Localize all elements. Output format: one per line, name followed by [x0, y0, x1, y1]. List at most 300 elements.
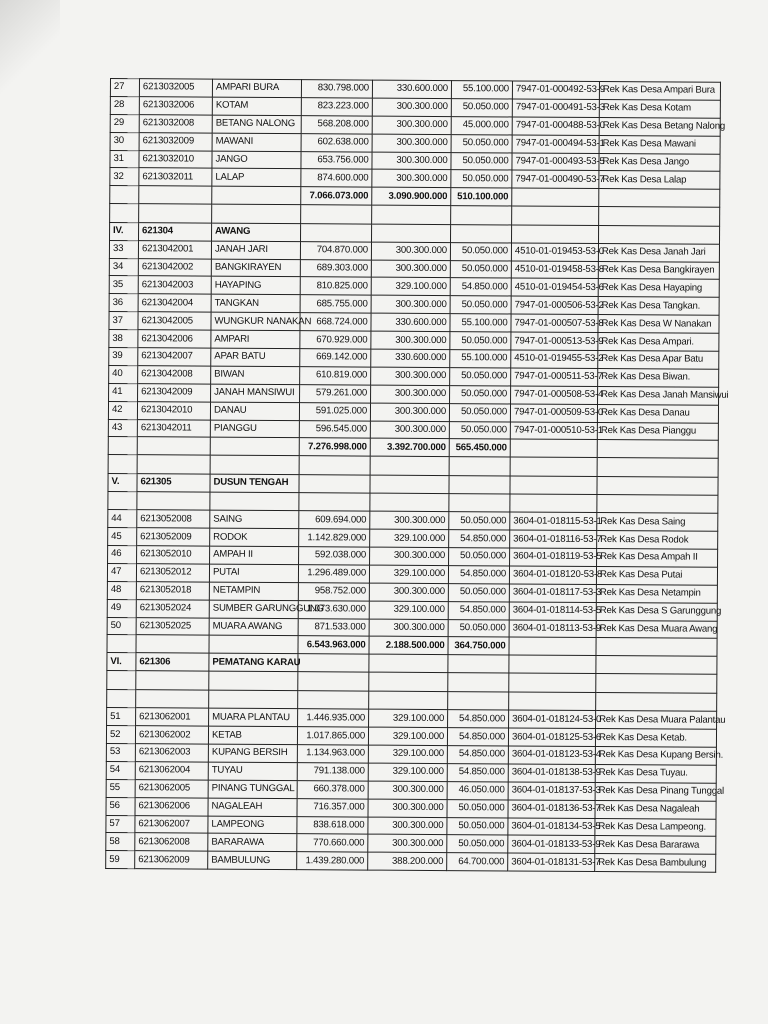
region-code-cell: 621304 [139, 222, 212, 240]
village-name-cell: AMPAH II [210, 546, 299, 564]
region-code-cell: 6213062009 [135, 851, 208, 869]
amount-1-cell: 791.138.000 [297, 763, 368, 781]
account-description-cell [596, 692, 717, 711]
region-code-cell [137, 455, 210, 474]
amount-2-cell: 329.100.000 [369, 601, 448, 619]
account-number-cell [509, 673, 596, 692]
row-number-cell: 44 [108, 510, 137, 528]
region-code-cell [139, 204, 212, 223]
amount-2-cell: 388.200.000 [368, 852, 447, 870]
account-description-cell: Rek Kas Desa Ampari. [598, 333, 719, 352]
account-description-cell: Rek Kas Desa Apar Batu [598, 350, 719, 369]
row-number-cell: VI. [107, 653, 136, 671]
account-number-cell: 3604-01-018119-53-5 [510, 548, 597, 566]
account-number-cell: 7947-01-000494-53-1 [512, 135, 599, 153]
amount-3-cell: 50.050.000 [449, 421, 510, 439]
amount-1-cell: 7.066.073.000 [301, 187, 372, 205]
account-description-cell [597, 440, 718, 459]
account-number-cell [509, 655, 596, 673]
amount-2-cell: 329.100.000 [368, 727, 447, 745]
row-number-cell: 41 [109, 383, 138, 401]
account-description-cell: Rek Kas Desa Pianggu [597, 422, 718, 441]
row-number-cell: 49 [107, 599, 136, 617]
region-code-cell [137, 491, 210, 510]
village-name-cell: JANGO [212, 151, 301, 169]
account-description-cell [599, 189, 720, 208]
region-code-cell [136, 671, 209, 690]
amount-3-cell: 50.050.000 [450, 260, 511, 278]
row-number-cell: 38 [109, 330, 138, 348]
amount-3-cell: 364.750.000 [448, 637, 509, 655]
account-number-cell: 3604-01-018115-53-1 [510, 512, 597, 530]
row-number-cell: 37 [109, 312, 138, 330]
row-number-cell: V. [108, 473, 137, 491]
amount-3-cell: 50.050.000 [448, 619, 509, 637]
amount-2-cell: 300.300.000 [372, 98, 451, 116]
amount-3-cell: 54.850.000 [449, 530, 510, 548]
region-code-cell [136, 635, 209, 653]
account-number-cell: 3604-01-018125-53-6 [508, 728, 595, 746]
amount-3-cell: 50.050.000 [450, 385, 511, 403]
amount-1-cell [299, 474, 370, 492]
amount-1-cell: 823.223.000 [301, 98, 372, 116]
account-number-cell: 7947-01-000493-53-5 [512, 153, 599, 171]
amount-1-cell: 874.600.000 [301, 169, 372, 187]
village-name-cell: AMPARI BURA [212, 79, 301, 97]
amount-1-cell: 838.618.000 [297, 816, 368, 834]
account-description-cell: Rek Kas Desa Muara Palantau [596, 711, 717, 730]
amount-2-cell: 300.300.000 [368, 799, 447, 817]
account-description-cell [599, 207, 720, 226]
village-name-cell: MAWANI [212, 133, 301, 151]
amount-1-cell: 610.819.000 [300, 367, 371, 385]
row-number-cell: 56 [106, 797, 135, 815]
account-description-cell: Rek Kas Desa Ampah II [597, 548, 718, 567]
region-code-cell: 6213042005 [138, 312, 211, 330]
amount-1-cell: 653.756.000 [301, 151, 372, 169]
amount-1-cell: 669.142.000 [300, 349, 371, 367]
amount-1-cell: 1.017.865.000 [297, 727, 368, 745]
amount-1-cell [298, 690, 369, 709]
village-name-cell: BETANG NALONG [212, 115, 301, 133]
amount-3-cell: 50.050.000 [448, 583, 509, 601]
region-code-cell: 621305 [137, 473, 210, 491]
amount-1-cell [301, 223, 372, 241]
amount-3-cell: 50.050.000 [451, 152, 512, 170]
amount-2-cell [372, 224, 451, 242]
account-description-cell: Rek Kas Desa Bararawa [595, 836, 716, 855]
village-fund-table [105, 78, 729, 873]
amount-3-cell: 50.050.000 [450, 242, 511, 260]
amount-3-cell: 64.700.000 [447, 853, 508, 871]
amount-2-cell [369, 691, 448, 710]
row-number-cell: 57 [106, 815, 135, 833]
village-name-cell: PUTAI [209, 564, 298, 582]
amount-1-cell: 704.870.000 [300, 241, 371, 259]
village-name-cell: LAMPEONG [208, 816, 297, 834]
amount-2-cell: 329.100.000 [368, 763, 447, 781]
account-number-cell [512, 206, 599, 225]
amount-3-cell: 50.050.000 [449, 512, 510, 530]
account-number-cell: 3604-01-018124-53-0 [509, 710, 596, 728]
village-name-cell [209, 636, 298, 654]
amount-3-cell [451, 224, 512, 242]
account-number-cell: 7947-01-000491-53-3 [512, 99, 599, 117]
village-name-cell [209, 671, 298, 690]
village-name-cell: KUPANG BERSIH [208, 744, 297, 762]
amount-3-cell: 55.100.000 [451, 81, 512, 99]
village-name-cell: APAR BATU [211, 348, 300, 366]
village-name-cell: RODOK [210, 528, 299, 546]
region-code-cell: 6213032006 [139, 97, 212, 115]
account-description-cell: Rek Kas Desa Jango [599, 153, 720, 172]
amount-1-cell: 1.134.963.000 [297, 745, 368, 763]
village-name-cell: BIWAN [211, 366, 300, 384]
account-description-cell [597, 494, 718, 513]
amount-3-cell: 54.850.000 [447, 763, 508, 781]
row-number-cell: 45 [108, 528, 137, 546]
amount-1-cell: 596.545.000 [299, 420, 370, 438]
amount-1-cell: 685.755.000 [300, 295, 371, 313]
village-name-cell: BAMBULUNG [208, 851, 297, 869]
row-number-cell: 46 [108, 545, 137, 563]
region-code-cell: 6213052008 [137, 510, 210, 528]
village-name-cell: SAING [210, 510, 299, 528]
amount-1-cell [298, 654, 369, 672]
account-description-cell: Rek Kas Desa Muara Awang [596, 620, 717, 639]
amount-3-cell: 50.050.000 [449, 403, 510, 421]
row-number-cell: 36 [109, 294, 138, 312]
account-description-cell: Rek Kas Desa Tangkan. [598, 297, 719, 316]
account-description-cell [596, 656, 717, 675]
row-number-cell: 32 [110, 168, 139, 186]
amount-1-cell [299, 456, 370, 475]
village-name-cell [212, 204, 301, 223]
account-number-cell: 7947-01-000492-53-9 [512, 81, 599, 99]
row-number-cell: 55 [106, 779, 135, 797]
amount-3-cell [449, 457, 510, 476]
amount-1-cell [298, 672, 369, 691]
account-number-cell [509, 692, 596, 711]
amount-2-cell: 300.300.000 [372, 170, 451, 188]
village-name-cell: JANAH MANSIWUI [211, 384, 300, 402]
account-number-cell: 3604-01-018116-53-7 [510, 530, 597, 548]
amount-3-cell: 54.850.000 [448, 565, 509, 583]
village-name-cell: DUSUN TENGAH [210, 474, 299, 492]
amount-3-cell: 510.100.000 [451, 188, 512, 206]
amount-3-cell: 50.050.000 [447, 835, 508, 853]
amount-1-cell: 830.798.000 [301, 80, 372, 98]
account-description-cell: Rek Kas Desa Hayaping [598, 279, 719, 298]
amount-2-cell: 330.600.000 [371, 349, 450, 367]
village-name-cell: LALAP [212, 169, 301, 187]
village-name-cell: AMPARI [211, 330, 300, 348]
account-description-cell: Rek Kas Desa Janah Jari [598, 243, 719, 262]
amount-1-cell: 770.660.000 [297, 834, 368, 852]
account-description-cell: Rek Kas Desa Tuyau. [595, 764, 716, 783]
region-code-cell: 6213062001 [136, 708, 209, 726]
amount-3-cell: 54.850.000 [450, 278, 511, 296]
amount-3-cell: 50.050.000 [450, 332, 511, 350]
amount-1-cell: 716.357.000 [297, 798, 368, 816]
amount-2-cell: 300.300.000 [369, 583, 448, 601]
account-description-cell: Rek Kas Desa Danau [597, 404, 718, 423]
amount-2-cell [369, 654, 448, 672]
table-row [106, 851, 716, 873]
account-number-cell: 4510-01-019453-53-0 [511, 243, 598, 261]
account-number-cell: 3604-01-018114-53-5 [509, 602, 596, 620]
account-description-cell: Rek Kas Desa Bambulung [595, 854, 716, 873]
row-number-cell [107, 635, 136, 653]
region-code-cell: 6213042009 [138, 383, 211, 401]
amount-2-cell: 3.090.900.000 [372, 187, 451, 205]
amount-1-cell: 602.638.000 [301, 133, 372, 151]
region-code-cell: 6213032008 [139, 114, 212, 132]
account-number-cell: 7947-01-000513-53-9 [511, 332, 598, 350]
village-name-cell [209, 690, 298, 709]
village-name-cell: BANGKIRAYEN [211, 259, 300, 277]
amount-2-cell: 330.600.000 [371, 313, 450, 331]
amount-2-cell: 300.300.000 [368, 817, 447, 835]
village-name-cell: PINANG TUNGGAL [208, 780, 297, 798]
account-description-cell: Rek Kas Desa Betang Nalong [599, 117, 720, 136]
amount-3-cell [449, 493, 510, 512]
region-code-cell: 6213062003 [135, 744, 208, 762]
amount-3-cell: 55.100.000 [450, 350, 511, 368]
amount-2-cell: 300.300.000 [372, 152, 451, 170]
region-code-cell: 6213042004 [138, 294, 211, 312]
row-number-cell: 33 [109, 240, 138, 258]
village-name-cell [210, 492, 299, 511]
row-number-cell: 34 [109, 258, 138, 276]
account-number-cell [512, 225, 599, 243]
village-name-cell: JANAH JARI [211, 241, 300, 259]
amount-2-cell: 300.300.000 [368, 835, 447, 853]
amount-2-cell: 300.300.000 [371, 385, 450, 403]
village-name-cell: TUYAU [208, 762, 297, 780]
row-number-cell: 43 [108, 419, 137, 437]
village-name-cell: NAGALEAH [208, 798, 297, 816]
account-description-cell: Rek Kas Desa Lalap [599, 171, 720, 190]
region-code-cell [137, 437, 210, 455]
amount-1-cell: 668.724.000 [300, 313, 371, 331]
village-name-cell [210, 438, 299, 456]
amount-2-cell: 300.300.000 [368, 781, 447, 799]
village-name-cell: PIANGGU [210, 420, 299, 438]
region-code-cell: 6213062007 [135, 815, 208, 833]
account-number-cell: 3604-01-018120-53-8 [509, 566, 596, 584]
row-number-cell: 30 [110, 132, 139, 150]
account-number-cell [512, 188, 599, 206]
row-number-cell: 31 [110, 150, 139, 168]
account-number-cell: 7947-01-000506-53-2 [511, 296, 598, 314]
account-number-cell [510, 476, 597, 494]
amount-2-cell: 329.100.000 [368, 745, 447, 763]
account-number-cell: 3604-01-018138-53-9 [508, 764, 595, 782]
amount-1-cell: 568.208.000 [301, 115, 372, 133]
amount-1-cell: 871.533.000 [298, 618, 369, 636]
amount-1-cell: 1.296.489.000 [298, 565, 369, 583]
amount-2-cell: 329.100.000 [369, 709, 448, 727]
account-description-cell: Rek Kas Desa Pinang Tunggal [595, 782, 716, 801]
amount-3-cell: 54.850.000 [447, 746, 508, 764]
row-number-cell [110, 204, 139, 223]
amount-3-cell: 50.050.000 [447, 799, 508, 817]
amount-2-cell: 300.300.000 [371, 367, 450, 385]
account-number-cell: 3604-01-018113-53-9 [509, 619, 596, 637]
amount-2-cell: 2.188.500.000 [369, 637, 448, 655]
account-number-cell: 3604-01-018131-53-7 [508, 853, 595, 871]
region-code-cell: 6213062002 [135, 726, 208, 744]
account-description-cell [599, 225, 720, 244]
region-code-cell [136, 689, 209, 708]
amount-1-cell [299, 492, 370, 511]
row-number-cell: 28 [110, 96, 139, 114]
amount-3-cell: 50.050.000 [450, 296, 511, 314]
amount-3-cell [448, 691, 509, 710]
account-number-cell: 3604-01-018117-53-3 [509, 584, 596, 602]
row-number-cell: 54 [106, 761, 135, 779]
account-number-cell [510, 439, 597, 457]
region-code-cell: 6213052025 [136, 617, 209, 635]
account-description-cell: Rek Kas Desa Netampin [596, 584, 717, 603]
account-number-cell: 3604-01-018137-53-3 [508, 782, 595, 800]
amount-2-cell: 329.100.000 [371, 278, 450, 296]
region-code-cell: 6213042006 [138, 330, 211, 348]
region-code-cell: 6213032005 [139, 79, 212, 97]
row-number-cell: 47 [107, 563, 136, 581]
amount-3-cell: 46.050.000 [447, 781, 508, 799]
row-number-cell [107, 689, 136, 708]
account-number-cell: 3604-01-018123-53-4 [508, 746, 595, 764]
amount-2-cell: 300.300.000 [371, 331, 450, 349]
amount-1-cell: 958.752.000 [298, 582, 369, 600]
scan-corner-shadow [0, 0, 60, 100]
region-code-cell: 6213032009 [139, 132, 212, 150]
row-number-cell: 27 [110, 79, 139, 97]
amount-1-cell: 1.073.630.000 [298, 600, 369, 618]
amount-1-cell: 592.038.000 [299, 547, 370, 565]
row-number-cell [108, 455, 137, 474]
region-code-cell: 6213042003 [138, 276, 211, 294]
row-number-cell [107, 671, 136, 690]
account-description-cell: Rek Kas Desa Ketab. [595, 729, 716, 748]
amount-3-cell [448, 655, 509, 673]
amount-3-cell: 50.050.000 [451, 170, 512, 188]
amount-3-cell: 54.850.000 [447, 728, 508, 746]
amount-2-cell: 300.300.000 [372, 134, 451, 152]
amount-3-cell: 565.450.000 [449, 439, 510, 457]
amount-2-cell [372, 205, 451, 224]
amount-2-cell: 300.300.000 [371, 260, 450, 278]
amount-3-cell [449, 475, 510, 493]
village-name-cell: DANAU [210, 402, 299, 420]
region-code-cell: 6213052024 [136, 599, 209, 617]
region-code-cell: 6213042008 [138, 366, 211, 384]
amount-3-cell: 54.850.000 [448, 601, 509, 619]
account-description-cell: Rek Kas Desa W Nanakan [598, 315, 719, 334]
village-name-cell: TANGKAN [211, 294, 300, 312]
account-number-cell [509, 637, 596, 655]
region-code-cell: 6213032010 [139, 150, 212, 168]
amount-2-cell: 300.300.000 [370, 403, 449, 421]
row-number-cell: 51 [107, 708, 136, 726]
village-name-cell: KOTAM [212, 97, 301, 115]
amount-1-cell: 1.439.280.000 [297, 852, 368, 870]
region-code-cell: 621306 [136, 653, 209, 671]
row-number-cell: 50 [107, 617, 136, 635]
row-number-cell: 48 [107, 581, 136, 599]
amount-2-cell: 329.100.000 [370, 529, 449, 547]
amount-3-cell: 50.050.000 [449, 548, 510, 566]
account-description-cell: Rek Kas Desa Putai [596, 566, 717, 585]
amount-1-cell: 1.446.935.000 [298, 709, 369, 727]
account-number-cell: 7947-01-000510-53-1 [510, 421, 597, 439]
village-name-cell: KETAB [208, 726, 297, 744]
account-number-cell: 3604-01-018134-53-5 [508, 818, 595, 836]
region-code-cell: 6213042010 [137, 401, 210, 419]
amount-1-cell: 7.276.998.000 [299, 438, 370, 456]
amount-3-cell: 55.100.000 [450, 314, 511, 332]
village-name-cell: SUMBER GARUNGGUNG [209, 600, 298, 618]
amount-3-cell: 50.050.000 [450, 367, 511, 385]
amount-3-cell: 50.050.000 [447, 817, 508, 835]
row-number-cell: 52 [106, 726, 135, 744]
account-description-cell: Rek Kas Desa Mawani [599, 135, 720, 154]
amount-3-cell: 50.050.000 [451, 98, 512, 116]
village-name-cell: BARARAWA [208, 834, 297, 852]
village-name-cell: HAYAPING [211, 277, 300, 295]
account-description-cell: Rek Kas Desa Nagaleah [595, 800, 716, 819]
account-description-cell: Rek Kas Desa Janah Mansiwui [598, 386, 719, 405]
village-name-cell [212, 186, 301, 204]
account-number-cell: 7947-01-000507-53-8 [511, 314, 598, 332]
region-code-cell: 6213042002 [138, 258, 211, 276]
amount-2-cell: 300.300.000 [371, 242, 450, 260]
village-name-cell: WUNGKUR NANAKAN [211, 312, 300, 330]
region-code-cell: 6213062005 [135, 779, 208, 797]
amount-2-cell: 330.600.000 [372, 80, 451, 98]
amount-2-cell [369, 672, 448, 691]
amount-2-cell: 300.300.000 [371, 295, 450, 313]
amount-2-cell: 300.300.000 [370, 547, 449, 565]
amount-3-cell [451, 206, 512, 225]
account-description-cell: Rek Kas Desa Kotam [599, 99, 720, 118]
account-number-cell: 3604-01-018133-53-9 [508, 835, 595, 853]
row-number-cell: 53 [106, 743, 135, 761]
village-name-cell: NETAMPIN [209, 582, 298, 600]
amount-1-cell: 591.025.000 [299, 402, 370, 420]
village-name-cell [210, 455, 299, 474]
region-code-cell: 6213052009 [137, 528, 210, 546]
amount-3-cell [448, 673, 509, 692]
account-number-cell: 7947-01-000511-53-7 [511, 368, 598, 386]
row-number-cell: 58 [106, 833, 135, 851]
amount-2-cell: 300.300.000 [370, 421, 449, 439]
account-description-cell [596, 674, 717, 693]
row-number-cell [110, 186, 139, 204]
region-code-cell: 6213042007 [138, 348, 211, 366]
village-name-cell: AWANG [212, 223, 301, 241]
amount-3-cell: 45.000.000 [451, 116, 512, 134]
row-number-cell: 39 [109, 347, 138, 365]
region-code-cell [139, 186, 212, 204]
amount-1-cell: 1.142.829.000 [299, 529, 370, 547]
account-number-cell [510, 457, 597, 476]
amount-2-cell: 300.300.000 [370, 511, 449, 529]
account-description-cell [597, 458, 718, 477]
village-fund-table-body [106, 79, 729, 873]
